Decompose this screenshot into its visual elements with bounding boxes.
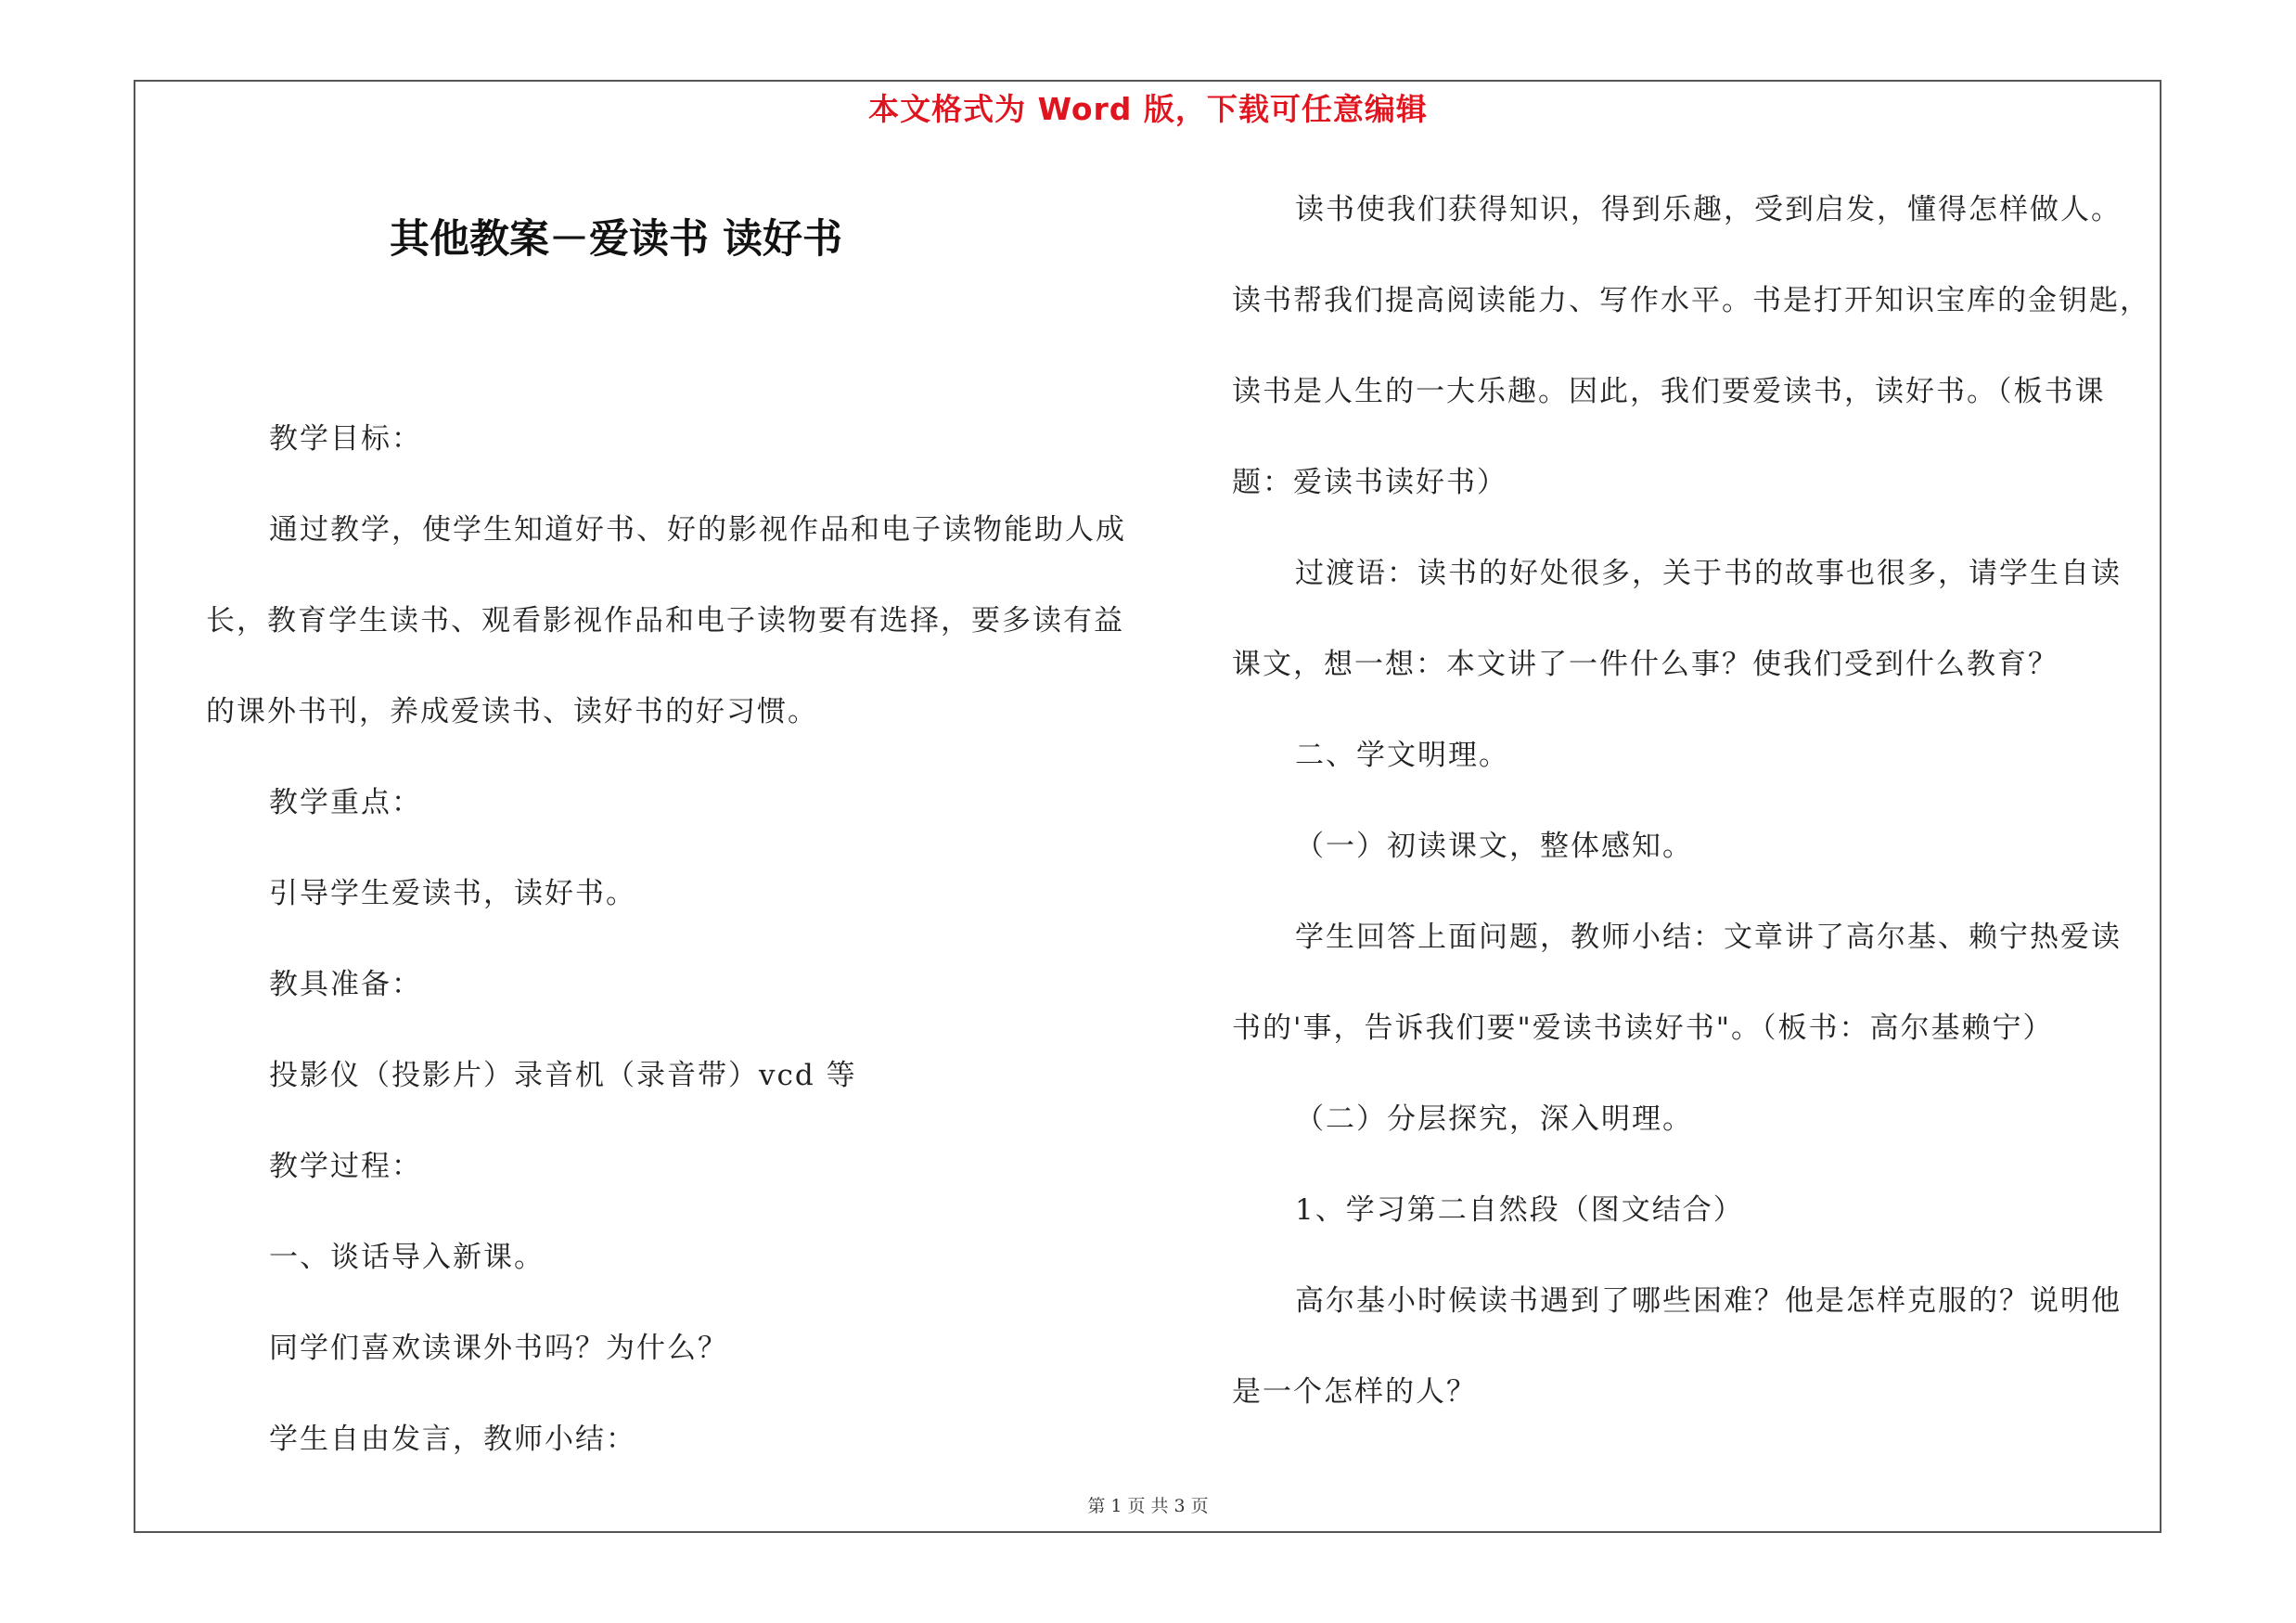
paragraph: 教具准备： [269, 968, 422, 1001]
paragraph: 同学们喜欢读课外书吗？为什么？ [269, 1332, 728, 1365]
paragraph: 教学重点： [269, 786, 422, 819]
paragraph: 通过教学，使学生知道好书、好的影视作品和电子读物能助人成长，教育学生读书、观看影视作品和电子读物要有选择，要多读有益的课外书刊，养成爱读书、读好书的好习惯。 [206, 513, 1126, 728]
paragraph: 读书使我们获得知识，得到乐趣，受到启发，懂得怎样做人。读书帮我们提高阅读能力、写作水平。书是打开知识宝库的金钥匙，读书是人生的一大乐趣。因此，我们要爱读书，读好书。（板书课题：爱读书读好书） [1232, 193, 2150, 499]
paragraph: （二）分层探究，深入明理。 [1295, 1102, 1693, 1136]
paragraph: 引导学生爱读书，读好书。 [269, 877, 636, 910]
paragraph: 过渡语：读书的好处很多，关于书的故事也很多，请学生自读课文，想一想：本文讲了一件什么事？使我们受到什么教育？ [1232, 557, 2122, 681]
paragraph: 投影仪（投影片）录音机（录音带）vcd 等 [269, 1059, 857, 1092]
paragraph: （一）初读课文，整体感知。 [1295, 830, 1693, 863]
left-column [206, 393, 1134, 1485]
paragraph: 高尔基小时候读书遇到了哪些困难？他是怎样克服的？说明他是一个怎样的人？ [1232, 1284, 2122, 1409]
paragraph: 二、学文明理。 [1295, 739, 1509, 772]
paragraph: 1、学习第二自然段（图文结合） [1295, 1193, 1744, 1227]
paragraph: 教学目标： [269, 422, 422, 456]
paragraph: 学生自由发言，教师小结： [269, 1423, 636, 1456]
format-banner: 本文格式为 Word 版，下载可任意编辑 [868, 91, 1428, 127]
paragraph: 学生回答上面问题，教师小结：文章讲了高尔基、赖宁热爱读书的'事，告诉我们要"爱读书读好书"。（板书：高尔基赖宁） [1232, 921, 2122, 1045]
paragraph: 教学过程： [269, 1150, 422, 1183]
right-column [1232, 164, 2150, 1437]
document-title: 其他教案－爱读书 读好书 [390, 216, 842, 263]
paragraph: 一、谈话导入新课。 [269, 1241, 545, 1274]
page-number-footer: 第 1 页 共 3 页 [1087, 1496, 1209, 1516]
